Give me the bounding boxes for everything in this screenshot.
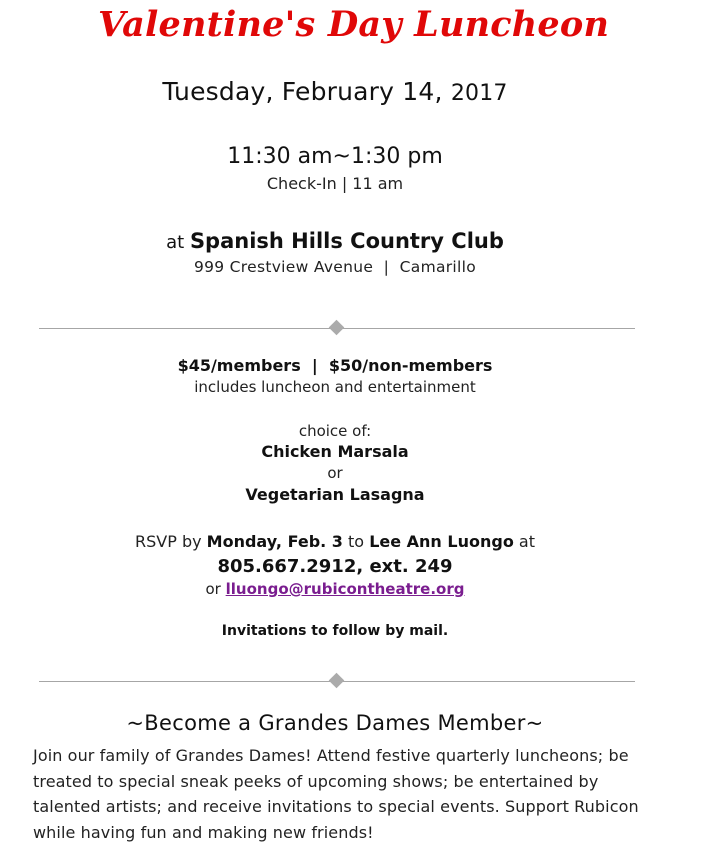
membership-heading: ~Become a Grandes Dames Member~ bbox=[126, 711, 544, 735]
rsvp-email-line bbox=[0, 580, 670, 598]
menu-choice-label: choice of: bbox=[298, 422, 372, 440]
price-line: $45/members | $50/non-members bbox=[177, 356, 493, 375]
rsvp-deadline: Monday, Feb. 3 bbox=[206, 532, 343, 551]
membership-description: Join our family of Grandes Dames! Attend festive quarterly luncheons; be treated to special sneak peeks of upcoming shows; be entertained by talented artists; and receive invitations to special events. Support Rubicon while having fun and making new friends! bbox=[33, 746, 639, 842]
menu-or-label: or bbox=[327, 464, 343, 482]
event-date bbox=[0, 77, 670, 106]
menu-option-chicken: Chicken Marsala bbox=[261, 442, 409, 461]
divider-diamond-icon bbox=[329, 673, 345, 689]
menu-option-lasagna: Vegetarian Lasagna bbox=[245, 485, 425, 504]
checkin-time: Check-In | 11 am bbox=[266, 174, 404, 193]
event-date-text: Tuesday, February 14, bbox=[162, 77, 443, 106]
rsvp-line bbox=[0, 532, 670, 551]
venue-prefix: at bbox=[166, 232, 185, 253]
venue-name: Spanish Hills Country Club bbox=[189, 229, 504, 253]
rsvp-or: or bbox=[205, 580, 221, 598]
rsvp-at: at bbox=[518, 532, 535, 551]
rsvp-contact-name: Lee Ann Luongo bbox=[369, 532, 514, 551]
rsvp-prefix: RSVP by bbox=[135, 532, 202, 551]
venue-address: 999 Crestview Avenue | Camarillo bbox=[193, 258, 477, 276]
divider-diamond-icon bbox=[329, 320, 345, 336]
rsvp-to: to bbox=[348, 532, 365, 551]
price-includes: includes luncheon and entertainment bbox=[194, 378, 476, 396]
event-time: 11:30 am~1:30 pm bbox=[227, 144, 443, 169]
invitations-note: Invitations to follow by mail. bbox=[221, 623, 449, 639]
rsvp-phone: 805.667.2912, ext. 249 bbox=[217, 556, 453, 577]
event-year: 2017 bbox=[450, 81, 508, 106]
venue bbox=[0, 229, 670, 253]
page-title: Valentine's Day Luncheon bbox=[98, 4, 610, 45]
rsvp-email-link[interactable]: lluongo@rubicontheatre.org bbox=[225, 580, 465, 598]
